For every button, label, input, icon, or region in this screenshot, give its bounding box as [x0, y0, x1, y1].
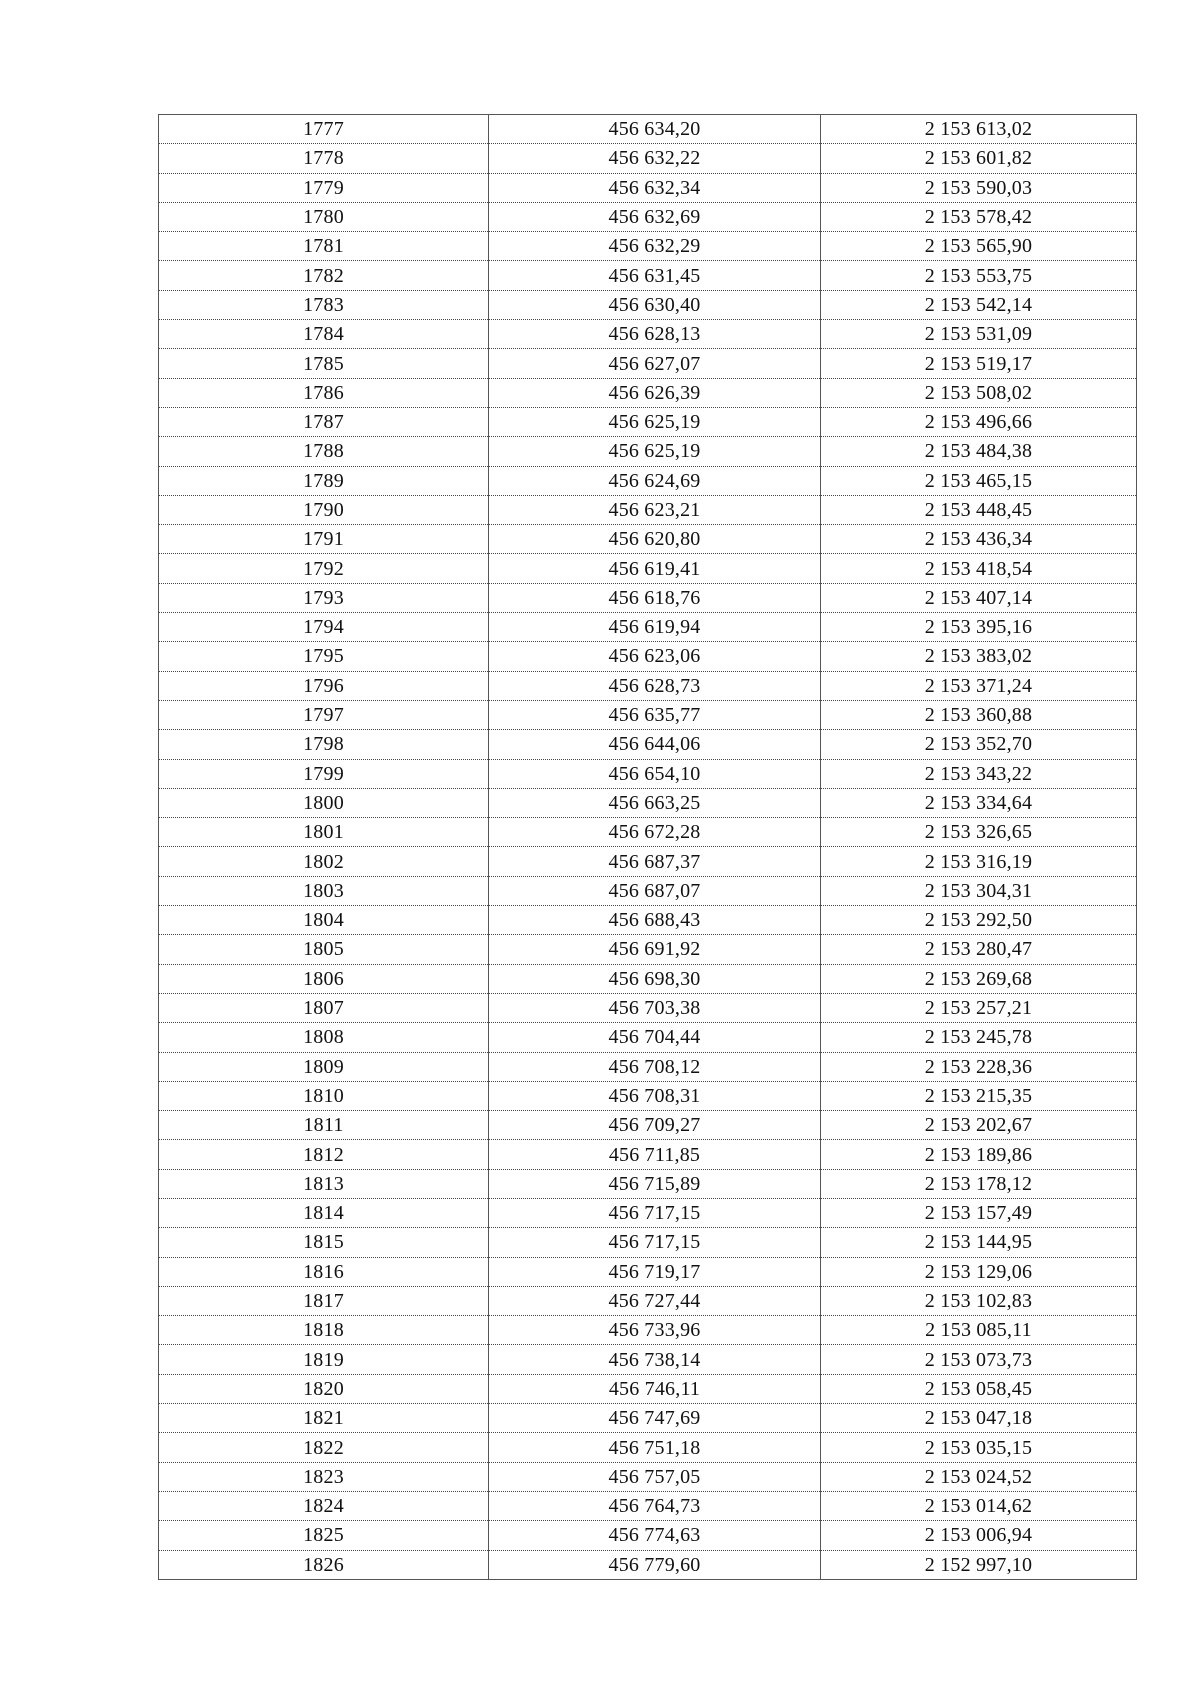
table-row [159, 1052, 1137, 1081]
table-row [159, 613, 1137, 642]
point-number-cell: 1791 [159, 525, 489, 554]
point-number-cell: 1783 [159, 290, 489, 319]
y-coordinate-cell: 2 153 565,90 [821, 232, 1137, 261]
y-coordinate-cell: 2 153 035,15 [821, 1433, 1137, 1462]
point-number-cell: 1796 [159, 671, 489, 700]
point-number-cell: 1818 [159, 1316, 489, 1345]
point-number-cell: 1798 [159, 730, 489, 759]
table-row [159, 437, 1137, 466]
table-row [159, 1374, 1137, 1403]
point-number-cell: 1779 [159, 173, 489, 202]
y-coordinate-cell: 2 153 436,34 [821, 525, 1137, 554]
x-coordinate-cell: 456 691,92 [489, 935, 821, 964]
x-coordinate-cell: 456 751,18 [489, 1433, 821, 1462]
x-coordinate-cell: 456 719,17 [489, 1257, 821, 1286]
y-coordinate-cell: 2 153 316,19 [821, 847, 1137, 876]
y-coordinate-cell: 2 153 157,49 [821, 1198, 1137, 1227]
x-coordinate-cell: 456 627,07 [489, 349, 821, 378]
y-coordinate-cell: 2 153 014,62 [821, 1491, 1137, 1520]
y-coordinate-cell: 2 153 553,75 [821, 261, 1137, 290]
x-coordinate-cell: 456 631,45 [489, 261, 821, 290]
point-number-cell: 1826 [159, 1550, 489, 1579]
point-number-cell: 1817 [159, 1286, 489, 1315]
point-number-cell: 1792 [159, 554, 489, 583]
point-number-cell: 1784 [159, 320, 489, 349]
x-coordinate-cell: 456 746,11 [489, 1374, 821, 1403]
table-row [159, 1257, 1137, 1286]
table-row [159, 906, 1137, 935]
table-row [159, 788, 1137, 817]
y-coordinate-cell: 2 153 326,65 [821, 818, 1137, 847]
y-coordinate-cell: 2 153 360,88 [821, 700, 1137, 729]
table-row [159, 1169, 1137, 1198]
y-coordinate-cell: 2 153 383,02 [821, 642, 1137, 671]
y-coordinate-cell: 2 153 178,12 [821, 1169, 1137, 1198]
x-coordinate-cell: 456 619,94 [489, 613, 821, 642]
table-row [159, 525, 1137, 554]
table-row [159, 642, 1137, 671]
x-coordinate-cell: 456 632,69 [489, 202, 821, 231]
y-coordinate-cell: 2 153 280,47 [821, 935, 1137, 964]
x-coordinate-cell: 456 688,43 [489, 906, 821, 935]
point-number-cell: 1816 [159, 1257, 489, 1286]
y-coordinate-cell: 2 153 578,42 [821, 202, 1137, 231]
y-coordinate-cell: 2 153 085,11 [821, 1316, 1137, 1345]
y-coordinate-cell: 2 153 228,36 [821, 1052, 1137, 1081]
point-number-cell: 1812 [159, 1140, 489, 1169]
x-coordinate-cell: 456 626,39 [489, 378, 821, 407]
x-coordinate-cell: 456 625,19 [489, 437, 821, 466]
table-row [159, 1491, 1137, 1520]
point-number-cell: 1819 [159, 1345, 489, 1374]
x-coordinate-cell: 456 618,76 [489, 583, 821, 612]
y-coordinate-cell: 2 153 189,86 [821, 1140, 1137, 1169]
point-number-cell: 1822 [159, 1433, 489, 1462]
table-row [159, 700, 1137, 729]
point-number-cell: 1780 [159, 202, 489, 231]
y-coordinate-cell: 2 153 257,21 [821, 993, 1137, 1022]
x-coordinate-cell: 456 619,41 [489, 554, 821, 583]
table-row [159, 583, 1137, 612]
point-number-cell: 1785 [159, 349, 489, 378]
y-coordinate-cell: 2 153 102,83 [821, 1286, 1137, 1315]
x-coordinate-cell: 456 757,05 [489, 1462, 821, 1491]
x-coordinate-cell: 456 663,25 [489, 788, 821, 817]
y-coordinate-cell: 2 153 519,17 [821, 349, 1137, 378]
table-row [159, 232, 1137, 261]
table-row [159, 1140, 1137, 1169]
y-coordinate-cell: 2 153 407,14 [821, 583, 1137, 612]
point-number-cell: 1807 [159, 993, 489, 1022]
x-coordinate-cell: 456 764,73 [489, 1491, 821, 1520]
y-coordinate-cell: 2 153 542,14 [821, 290, 1137, 319]
table-row [159, 759, 1137, 788]
y-coordinate-cell: 2 153 215,35 [821, 1081, 1137, 1110]
y-coordinate-cell: 2 153 129,06 [821, 1257, 1137, 1286]
table-row [159, 1228, 1137, 1257]
x-coordinate-cell: 456 704,44 [489, 1023, 821, 1052]
point-number-cell: 1802 [159, 847, 489, 876]
table-row [159, 261, 1137, 290]
x-coordinate-cell: 456 747,69 [489, 1404, 821, 1433]
table-row [159, 1286, 1137, 1315]
x-coordinate-cell: 456 717,15 [489, 1198, 821, 1227]
x-coordinate-cell: 456 698,30 [489, 964, 821, 993]
x-coordinate-cell: 456 632,22 [489, 144, 821, 173]
coordinates-table [158, 114, 1137, 1580]
table-row [159, 1345, 1137, 1374]
table-row [159, 1023, 1137, 1052]
y-coordinate-cell: 2 152 997,10 [821, 1550, 1137, 1579]
y-coordinate-cell: 2 153 448,45 [821, 495, 1137, 524]
x-coordinate-cell: 456 703,38 [489, 993, 821, 1022]
x-coordinate-cell: 456 672,28 [489, 818, 821, 847]
point-number-cell: 1782 [159, 261, 489, 290]
table-row [159, 407, 1137, 436]
point-number-cell: 1795 [159, 642, 489, 671]
point-number-cell: 1777 [159, 115, 489, 144]
point-number-cell: 1808 [159, 1023, 489, 1052]
x-coordinate-cell: 456 628,13 [489, 320, 821, 349]
y-coordinate-cell: 2 153 371,24 [821, 671, 1137, 700]
table-row [159, 1081, 1137, 1110]
point-number-cell: 1820 [159, 1374, 489, 1403]
y-coordinate-cell: 2 153 352,70 [821, 730, 1137, 759]
point-number-cell: 1823 [159, 1462, 489, 1491]
point-number-cell: 1800 [159, 788, 489, 817]
x-coordinate-cell: 456 620,80 [489, 525, 821, 554]
y-coordinate-cell: 2 153 269,68 [821, 964, 1137, 993]
x-coordinate-cell: 456 727,44 [489, 1286, 821, 1315]
y-coordinate-cell: 2 153 484,38 [821, 437, 1137, 466]
point-number-cell: 1788 [159, 437, 489, 466]
table-row [159, 847, 1137, 876]
y-coordinate-cell: 2 153 334,64 [821, 788, 1137, 817]
point-number-cell: 1810 [159, 1081, 489, 1110]
point-number-cell: 1789 [159, 466, 489, 495]
point-number-cell: 1787 [159, 407, 489, 436]
y-coordinate-cell: 2 153 465,15 [821, 466, 1137, 495]
y-coordinate-cell: 2 153 304,31 [821, 876, 1137, 905]
point-number-cell: 1806 [159, 964, 489, 993]
x-coordinate-cell: 456 634,20 [489, 115, 821, 144]
point-number-cell: 1821 [159, 1404, 489, 1433]
y-coordinate-cell: 2 153 531,09 [821, 320, 1137, 349]
y-coordinate-cell: 2 153 395,16 [821, 613, 1137, 642]
table-row [159, 1462, 1137, 1491]
point-number-cell: 1799 [159, 759, 489, 788]
point-number-cell: 1793 [159, 583, 489, 612]
y-coordinate-cell: 2 153 601,82 [821, 144, 1137, 173]
y-coordinate-cell: 2 153 496,66 [821, 407, 1137, 436]
point-number-cell: 1786 [159, 378, 489, 407]
point-number-cell: 1813 [159, 1169, 489, 1198]
y-coordinate-cell: 2 153 508,02 [821, 378, 1137, 407]
point-number-cell: 1803 [159, 876, 489, 905]
table-row [159, 993, 1137, 1022]
point-number-cell: 1801 [159, 818, 489, 847]
x-coordinate-cell: 456 708,12 [489, 1052, 821, 1081]
table-row [159, 173, 1137, 202]
point-number-cell: 1815 [159, 1228, 489, 1257]
table-row [159, 876, 1137, 905]
x-coordinate-cell: 456 779,60 [489, 1550, 821, 1579]
x-coordinate-cell: 456 623,21 [489, 495, 821, 524]
point-number-cell: 1825 [159, 1521, 489, 1550]
point-number-cell: 1781 [159, 232, 489, 261]
y-coordinate-cell: 2 153 418,54 [821, 554, 1137, 583]
x-coordinate-cell: 456 708,31 [489, 1081, 821, 1110]
point-number-cell: 1778 [159, 144, 489, 173]
table-row [159, 818, 1137, 847]
x-coordinate-cell: 456 687,37 [489, 847, 821, 876]
x-coordinate-cell: 456 738,14 [489, 1345, 821, 1374]
point-number-cell: 1797 [159, 700, 489, 729]
x-coordinate-cell: 456 628,73 [489, 671, 821, 700]
x-coordinate-cell: 456 644,06 [489, 730, 821, 759]
y-coordinate-cell: 2 153 245,78 [821, 1023, 1137, 1052]
table-row [159, 1404, 1137, 1433]
point-number-cell: 1809 [159, 1052, 489, 1081]
y-coordinate-cell: 2 153 202,67 [821, 1111, 1137, 1140]
x-coordinate-cell: 456 635,77 [489, 700, 821, 729]
x-coordinate-cell: 456 717,15 [489, 1228, 821, 1257]
y-coordinate-cell: 2 153 006,94 [821, 1521, 1137, 1550]
table-row [159, 671, 1137, 700]
x-coordinate-cell: 456 733,96 [489, 1316, 821, 1345]
y-coordinate-cell: 2 153 613,02 [821, 115, 1137, 144]
table-row [159, 554, 1137, 583]
table-row [159, 730, 1137, 759]
table-row [159, 1111, 1137, 1140]
y-coordinate-cell: 2 153 590,03 [821, 173, 1137, 202]
x-coordinate-cell: 456 632,29 [489, 232, 821, 261]
table-row [159, 466, 1137, 495]
y-coordinate-cell: 2 153 024,52 [821, 1462, 1137, 1491]
x-coordinate-cell: 456 623,06 [489, 642, 821, 671]
x-coordinate-cell: 456 715,89 [489, 1169, 821, 1198]
table-row [159, 964, 1137, 993]
table-row [159, 115, 1137, 144]
x-coordinate-cell: 456 630,40 [489, 290, 821, 319]
table-row [159, 349, 1137, 378]
y-coordinate-cell: 2 153 058,45 [821, 1374, 1137, 1403]
point-number-cell: 1804 [159, 906, 489, 935]
table-row [159, 202, 1137, 231]
x-coordinate-cell: 456 632,34 [489, 173, 821, 202]
point-number-cell: 1805 [159, 935, 489, 964]
point-number-cell: 1814 [159, 1198, 489, 1227]
point-number-cell: 1824 [159, 1491, 489, 1520]
y-coordinate-cell: 2 153 047,18 [821, 1404, 1137, 1433]
x-coordinate-cell: 456 687,07 [489, 876, 821, 905]
point-number-cell: 1794 [159, 613, 489, 642]
table-row [159, 1521, 1137, 1550]
point-number-cell: 1811 [159, 1111, 489, 1140]
x-coordinate-cell: 456 711,85 [489, 1140, 821, 1169]
table-row [159, 290, 1137, 319]
table-row [159, 1316, 1137, 1345]
table-row [159, 144, 1137, 173]
table-row [159, 1550, 1137, 1579]
table-row [159, 378, 1137, 407]
point-number-cell: 1790 [159, 495, 489, 524]
x-coordinate-cell: 456 624,69 [489, 466, 821, 495]
table-row [159, 495, 1137, 524]
x-coordinate-cell: 456 654,10 [489, 759, 821, 788]
y-coordinate-cell: 2 153 073,73 [821, 1345, 1137, 1374]
y-coordinate-cell: 2 153 292,50 [821, 906, 1137, 935]
y-coordinate-cell: 2 153 144,95 [821, 1228, 1137, 1257]
x-coordinate-cell: 456 709,27 [489, 1111, 821, 1140]
coordinates-table-body [159, 115, 1137, 1580]
y-coordinate-cell: 2 153 343,22 [821, 759, 1137, 788]
table-row [159, 1433, 1137, 1462]
table-row [159, 320, 1137, 349]
x-coordinate-cell: 456 625,19 [489, 407, 821, 436]
table-row [159, 935, 1137, 964]
x-coordinate-cell: 456 774,63 [489, 1521, 821, 1550]
table-row [159, 1198, 1137, 1227]
